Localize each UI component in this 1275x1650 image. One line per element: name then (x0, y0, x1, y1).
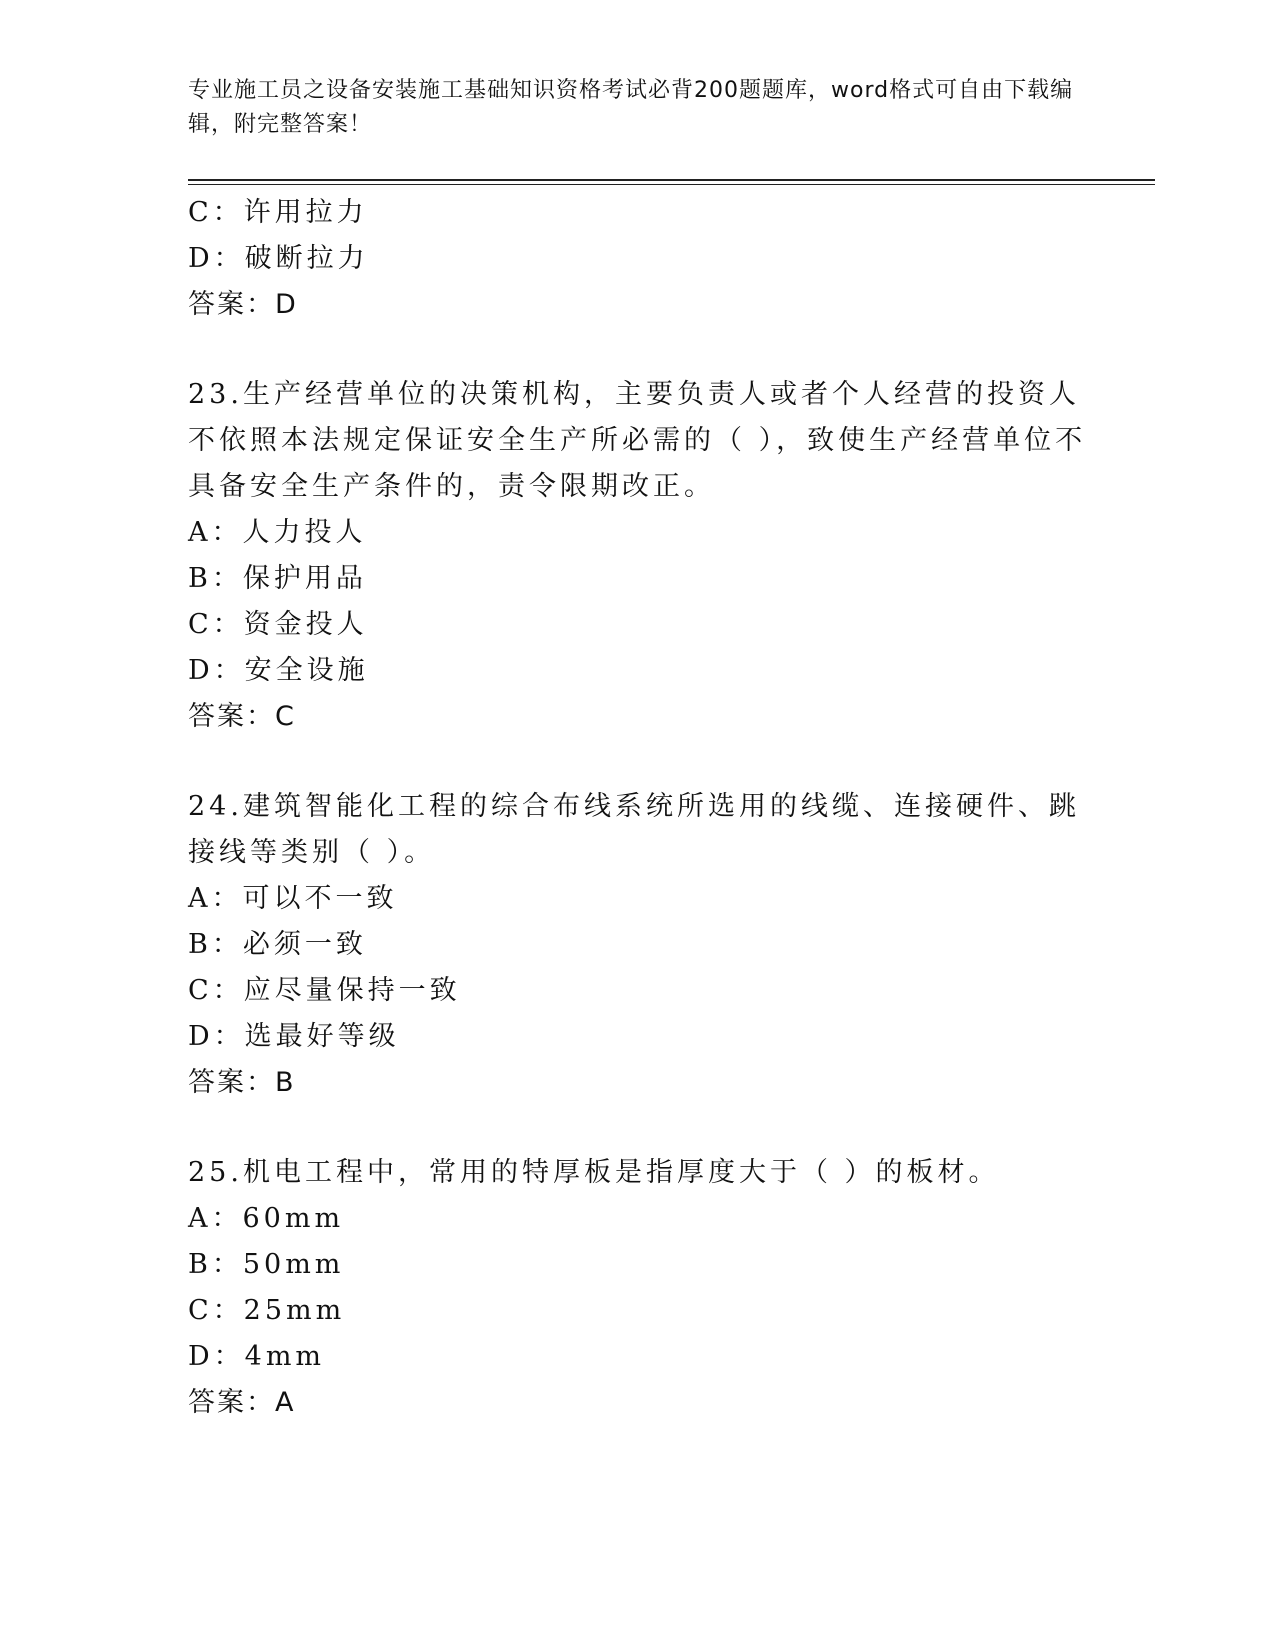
spacer (188, 740, 1088, 784)
header-rule-thick (188, 179, 1155, 181)
option-c: C：25mm (188, 1295, 346, 1326)
option-a: A：60mm (188, 1203, 345, 1234)
header-rule-thin (188, 184, 1155, 185)
option-c: C：应尽量保持一致 (188, 975, 461, 1006)
option-a: A：人力投人 (188, 517, 367, 548)
question-25 (188, 1150, 1088, 1426)
option-a: A：可以不一致 (188, 883, 398, 914)
question-23 (188, 372, 1088, 740)
answer-line: 答案：D (188, 289, 298, 320)
question-content (188, 190, 1088, 1426)
document-header: 专业施工员之设备安装施工基础知识资格考试必背200题题库，word格式可自由下载编辑，附完整答案！ (188, 78, 1074, 137)
answer-line: 答案：B (188, 1067, 296, 1098)
option-d: D：4mm (188, 1341, 326, 1372)
option-b: B：必须一致 (188, 929, 367, 960)
option-c: C：许用拉力 (188, 197, 368, 228)
question-text: 24.建筑智能化工程的综合布线系统所选用的线缆、连接硬件、跳接线等类别（ ）。 (188, 791, 1080, 868)
question-text: 23.生产经营单位的决策机构，主要负责人或者个人经营的投资人不依照本法规定保证安全生产所必需的（ ），致使生产经营单位不具备安全生产条件的，责令限期改正。 (188, 379, 1087, 502)
spacer (188, 1106, 1088, 1150)
option-d: D：选最好等级 (188, 1021, 400, 1052)
question-text: 25.机电工程中，常用的特厚板是指厚度大于（ ）的板材。 (188, 1157, 1000, 1188)
question-24 (188, 784, 1088, 1106)
option-c: C：资金投人 (188, 609, 368, 640)
option-d: D：破断拉力 (188, 243, 369, 274)
partial-question (188, 190, 1088, 328)
option-b: B：50mm (188, 1249, 345, 1280)
answer-line: 答案：C (188, 701, 296, 732)
option-b: B：保护用品 (188, 563, 367, 594)
spacer (188, 328, 1088, 372)
answer-line: 答案：A (188, 1387, 296, 1418)
option-d: D：安全设施 (188, 655, 369, 686)
